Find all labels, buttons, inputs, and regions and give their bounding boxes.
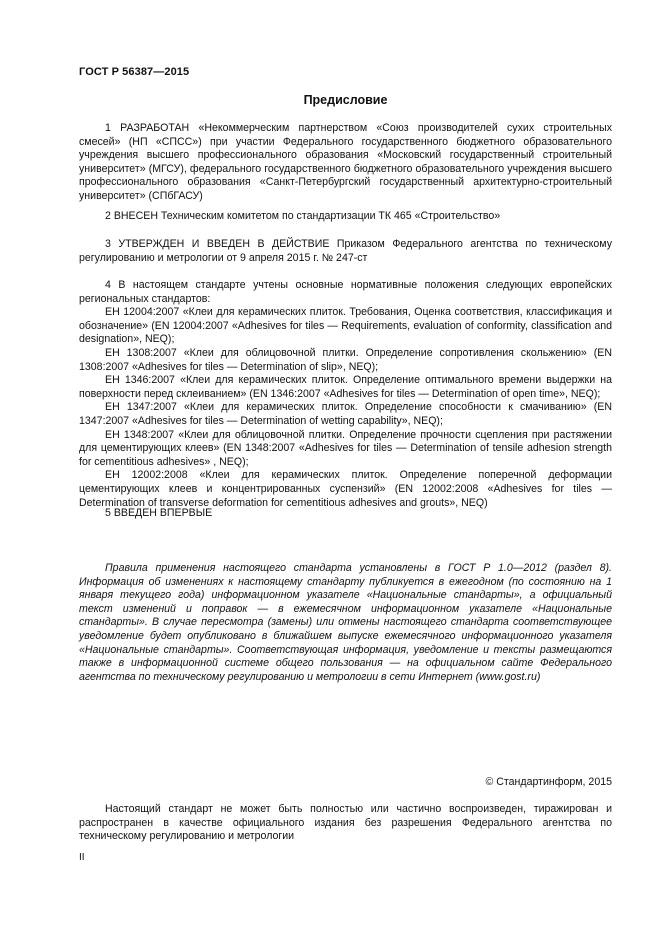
item-4-european-standards bbox=[79, 279, 612, 510]
standard-list-item: ЕН 12004:2007 «Клеи для керамических плиток. Требования, Оценка соответствия, классификация и обозначение» (EN 12004:2007 «Adhesives for tiles — Requirements, evaluation of conformity, classification and designation», NEQ); bbox=[79, 306, 612, 346]
rules-notice-text: Правила применения настоящего стандарта установлены в ГОСТ Р 1.0—2012 (раздел 8). Информация об изменениях к настоящему стандарту публикуется в ежегодном (по состоянию на 1 января текущего года) информационном указателе «Национальные стандарты», а официальный текст изменений и поправок — в ежемесячном информационном указателе «Национальные стандарты». В случае пересмотра (замены) или отмены настоящего стандарта соответствующее уведомление будет опубликовано в ближайшем выпуске ежемесячного информационного указателя «Национальные стандарты». Соответствующая информация, уведомление и тексты размещаются также в информационной системе общего пользования — на официальном сайте Федерального агентства по техническому регулированию и метрологии в сети Интернет (www.gost.ru) bbox=[79, 562, 612, 683]
reproduction-notice-text: Настоящий стандарт не может быть полностью или частично воспроизведен, тиражирован и распространен в качестве официального издания без разрешения Федерального агентства по техническому регулированию и метрологии bbox=[79, 803, 612, 843]
standard-list-item: ЕН 12002:2008 «Клеи для керамических плиток. Определение поперечной деформации цементирующих клеев и концентрированных суспензий» (EN 12002:2008 «Adhesives for tiles — Determination of transverse deformation for cementitious adhesives and grouts», NEQ) bbox=[79, 469, 612, 509]
item-2-submitted-by bbox=[79, 210, 612, 224]
item-3-approved bbox=[79, 238, 612, 265]
standard-list-item: ЕН 1348:2007 «Клеи для облицовочной плитки. Определение прочности сцепления при растяжении для цементирующих клеев» (EN 1348:2007 «Adhesives for tiles — Determination of tensile adhesion strength for cementitious adhesives» , NEQ); bbox=[79, 428, 612, 468]
item-1-developed-by bbox=[79, 122, 612, 204]
page-title: Предисловие bbox=[303, 93, 388, 107]
standard-list-item: ЕН 1347:2007 «Клеи для керамических плиток. Определение способности к смачиванию» (EN 1347:2007 «Adhesives for tiles — Determination of wetting capability», NEQ); bbox=[79, 401, 612, 427]
standard-list-item: ЕН 1346:2007 «Клеи для керамических плиток. Определение оптимального времени выдержки на поверхности перед склеиванием» (EN 1346:2007 «Adhesives for tiles — Determination of open time», NEQ); bbox=[79, 374, 612, 400]
item-5-first-introduced bbox=[79, 507, 612, 521]
document-page bbox=[79, 0, 612, 936]
rules-notice bbox=[79, 562, 612, 684]
item-3-text: 3 УТВЕРЖДЕН И ВВЕДЕН В ДЕЙСТВИЕ Приказом Федерального агентства по техническому регулированию и метрологии от 9 апреля 2015 г. № 247-ст bbox=[79, 238, 612, 264]
standard-number-header: ГОСТ Р 56387—2015 bbox=[79, 66, 190, 78]
item-5-text: 5 ВВЕДЕН ВПЕРВЫЕ bbox=[105, 507, 213, 519]
reproduction-notice bbox=[79, 803, 612, 844]
item-4-intro: 4 В настоящем стандарте учтены основные нормативные положения следующих европейских региональных стандартов: bbox=[79, 279, 612, 305]
page-number: II bbox=[79, 852, 85, 863]
item-2-text: 2 ВНЕСЕН Техническим комитетом по стандартизации ТК 465 «Строительство» bbox=[105, 210, 501, 222]
item-1-text: 1 РАЗРАБОТАН «Некоммерческим партнерством «Союз производителей сухих строительных смесей» (НП «СПСС») при участии Федерального государственного бюджетного образовательного учреждения высшего профессионального образования «Московский государственный строительный университет» (МГСУ), федерального государственного бюджетного образовательного учреждения высшего профессионального образования «Санкт-Петербургский государственный архитектурно-строительный университет» (СПбГАСУ) bbox=[79, 122, 612, 202]
standard-list-item: ЕН 1308:2007 «Клеи для облицовочной плитки. Определение сопротивления скольжению» (EN 1308:2007 «Adhesives for tiles — Determination of slip», NEQ); bbox=[79, 346, 612, 373]
copyright: © Стандартинформ, 2015 bbox=[485, 776, 612, 788]
